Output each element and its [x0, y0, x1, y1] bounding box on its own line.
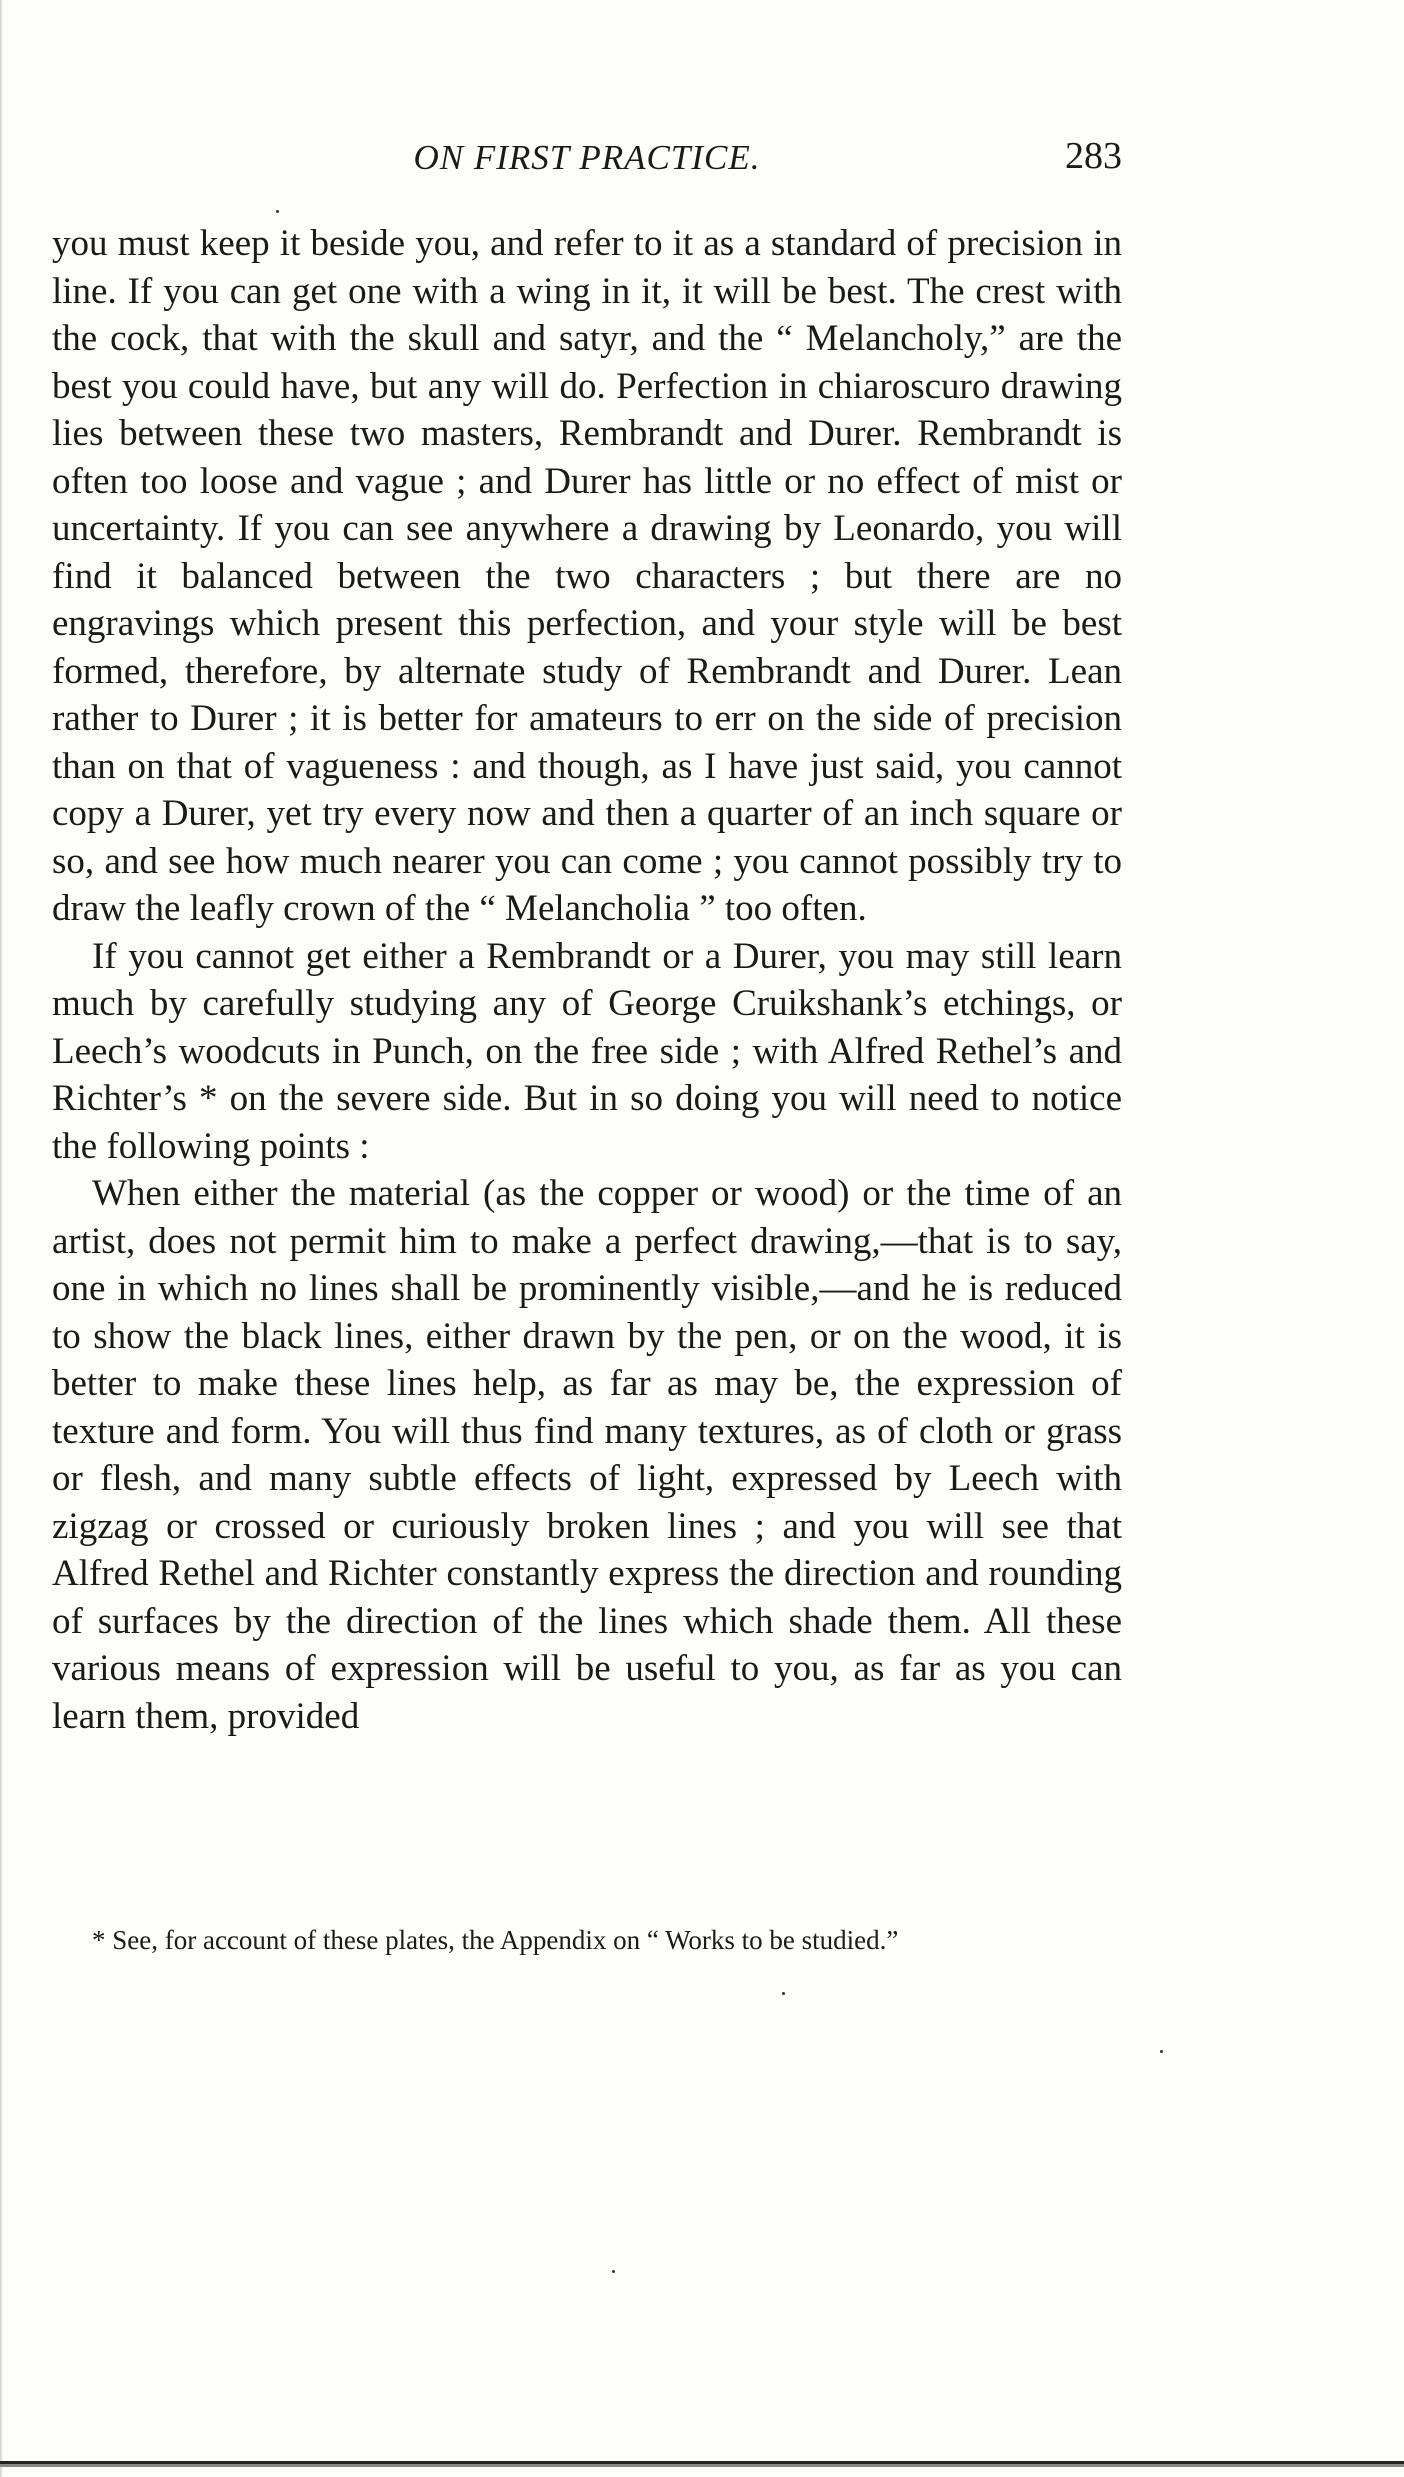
print-speck: [276, 210, 279, 213]
page-number: 283: [1065, 135, 1122, 177]
paragraph-2: If you cannot get either a Rembrandt or a Durer, you may still learn much by carefully studying any of George Cruikshank’s etchings, or Leech’s woodcuts in Punch, on the free side ; with Alfred Rethel’s and Richter’s * on the severe side. But in so doing you will need to notice the following points :: [52, 935, 1122, 1167]
print-speck: [612, 2270, 615, 2273]
page-header: [52, 135, 1122, 188]
paragraph-1: you must keep it beside you, and refer to it as a standard of precision in line. If you can get one with a wing in it, it will be best. The crest with the cock, that with the skull and satyr, and the “ Melancholy,” are the best you could have, but any will do. Perfection in chiaroscuro drawing lies between these two masters, Rembrandt and Durer. Rembrandt is often too loose and vague ; and Durer has little or no effect of mist or uncertainty. If you can see anywhere a drawing by Leonardo, you will find it balanced between the two characters ; but there are no engravings which present this perfection, and your style will be best formed, therefore, by alternate study of Rembrandt and Durer. Lean rather to Durer ; it is better for amateurs to err on the side of precision than on that of vagueness : and though, as I have just said, you cannot copy a Durer, yet try every now and then a quarter of an inch square or so, and see how much nearer you can come ; you cannot possibly try to draw the leafly crown of the “ Melancholia ” too often.: [52, 223, 1122, 929]
paragraph-3: When either the material (as the copper or wood) or the time of an artist, does not permit him to make a perfect drawing,—that is to say, one in which no lines shall be prominently visible,—and he is reduced to show the black lines, either drawn by the pen, or on the wood, it is better to make these lines help, as far as may be, the expression of texture and form. You will thus find many textures, as of cloth or grass or flesh, and many subtle effects of light, expressed by Leech with zigzag or crossed or curiously broken lines ; and you will see that Alfred Rethel and Richter constantly express the direction and rounding of surfaces by the direction of the lines which shade them. All these various means of expression will be useful to you, as far as you can learn them, provided: [52, 1173, 1122, 1737]
print-speck: [782, 1992, 785, 1995]
body-text: [52, 220, 1122, 1740]
bottom-edge-rule: [0, 2461, 1404, 2467]
running-head: ON FIRST PRACTICE.: [413, 138, 761, 177]
print-speck: [1160, 2050, 1163, 2053]
page-edge-shadow: [0, 0, 3, 2477]
footnote: * See, for account of these plates, the Appendix on “ Works to be studied.”: [92, 1925, 899, 1955]
